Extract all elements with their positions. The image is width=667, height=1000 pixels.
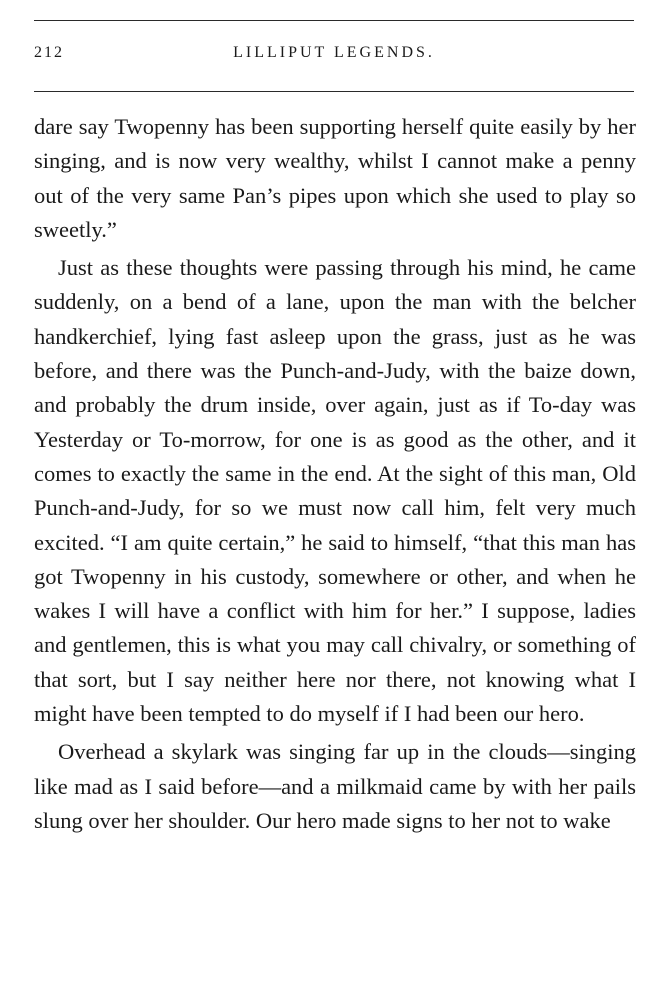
paragraph: Overhead a skylark was singing far up in the clouds—singing like mad as I said before—and a milkmaid came by with her pails slung over her shoulder. Our hero made signs to her not to wake [34,739,636,833]
paragraph-continued: dare say Twopenny has been supporting herself quite easily by her singing, and is now very wealthy, whilst I cannot make a penny out of the very same Pan’s pipes upon which she used to play so sweetly.” [34,114,636,242]
page-number: 212 [34,44,64,61]
header-bottom-rule [34,91,634,92]
running-title: LILLIPUT LEGENDS. [233,44,435,61]
page-body [34,110,636,842]
paragraph: Just as these thoughts were passing through his mind, he came suddenly, on a bend of a lane, upon the man with the belcher handkerchief, lying fast asleep upon the grass, just as he was before, and there was the Punch-and-Judy, with the baize down, and probably the drum inside, over again, just as if To-day was Yesterday or To-morrow, for one is as good as the other, and it comes to exactly the same in the end. At the sight of this man, Old Punch-and-Judy, for so we must now call him, felt very much excited. “I am quite certain,” he said to himself, “that this man has got Twopenny in his custody, somewhere or other, and when he wakes I will have a conflict with him for her.” I suppose, ladies and gentlemen, this is what you may call chivalry, or something of that sort, but I say neither here nor there, not knowing what I might have been tempted to do myself if I had been our hero. [34,255,636,727]
running-header [34,44,634,74]
header-top-rule [34,20,634,21]
